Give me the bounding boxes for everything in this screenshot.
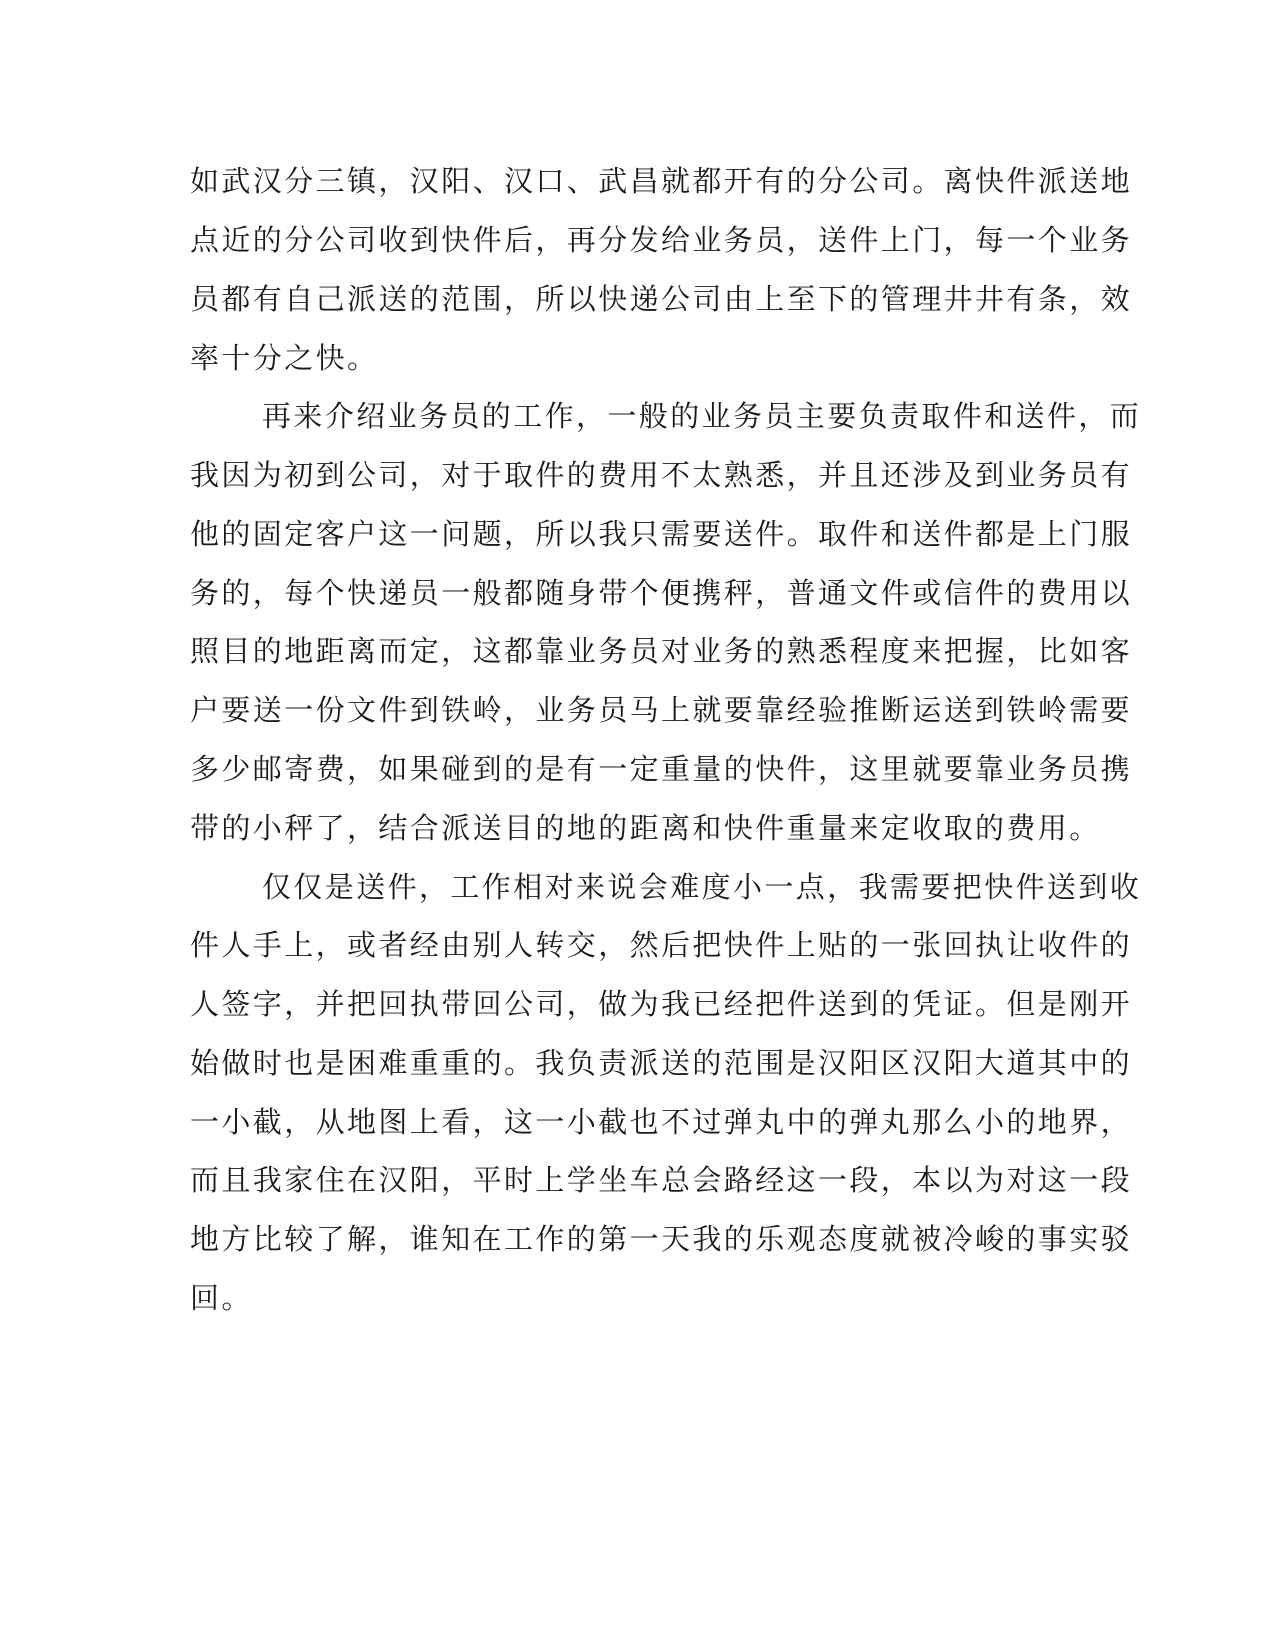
text-line: 始做时也是困难重重的。我负责派送的范围是汉阳区汉阳大道其中的 [190, 1046, 1133, 1080]
text-line: 多少邮寄费，如果碰到的是有一定重量的快件，这里就要靠业务员携 [190, 752, 1133, 786]
text-line: 员都有自己派送的范围，所以快递公司由上至下的管理井井有条，效 [190, 282, 1133, 316]
text-line: 而且我家住在汉阳，平时上学坐车总会路经这一段，本以为对这一段 [190, 1163, 1133, 1197]
text-line: 一小截，从地图上看，这一小截也不过弹丸中的弹丸那么小的地界， [190, 1105, 1133, 1139]
text-line: 人签字，并把回执带回公司，做为我已经把件送到的凭证。但是刚开 [190, 987, 1133, 1021]
text-line: 他的固定客户这一问题，所以我只需要送件。取件和送件都是上门服 [190, 517, 1133, 551]
text-line: 率十分之快。 [190, 341, 379, 375]
paragraph-start-line: 再来介绍业务员的工作，一般的业务员主要负责取件和送件，而 [262, 399, 1142, 433]
text-line: 户要送一份文件到铁岭，业务员马上就要靠经验推断运送到铁岭需要 [190, 693, 1133, 727]
text-line: 点近的分公司收到快件后，再分发给业务员，送件上门，每一个业务 [190, 223, 1133, 257]
text-line: 回。 [190, 1281, 253, 1315]
text-line: 地方比较了解，谁知在工作的第一天我的乐观态度就被冷峻的事实驳 [190, 1222, 1133, 1256]
text-line: 如武汉分三镇，汉阳、汉口、武昌就都开有的分公司。离快件派送地 [190, 164, 1133, 198]
paragraph-start-line: 仅仅是送件，工作相对来说会难度小一点，我需要把快件送到收 [262, 870, 1142, 904]
text-line: 照目的地距离而定，这都靠业务员对业务的熟悉程度来把握，比如客 [190, 634, 1133, 668]
text-line: 我因为初到公司，对于取件的费用不太熟悉，并且还涉及到业务员有 [190, 458, 1133, 492]
text-line: 务的，每个快递员一般都随身带个便携秤，普通文件或信件的费用以 [190, 576, 1133, 610]
text-line: 带的小秤了，结合派送目的地的距离和快件重量来定收取的费用。 [190, 811, 1101, 845]
text-line: 件人手上，或者经由别人转交，然后把快件上贴的一张回执让收件的 [190, 928, 1133, 962]
